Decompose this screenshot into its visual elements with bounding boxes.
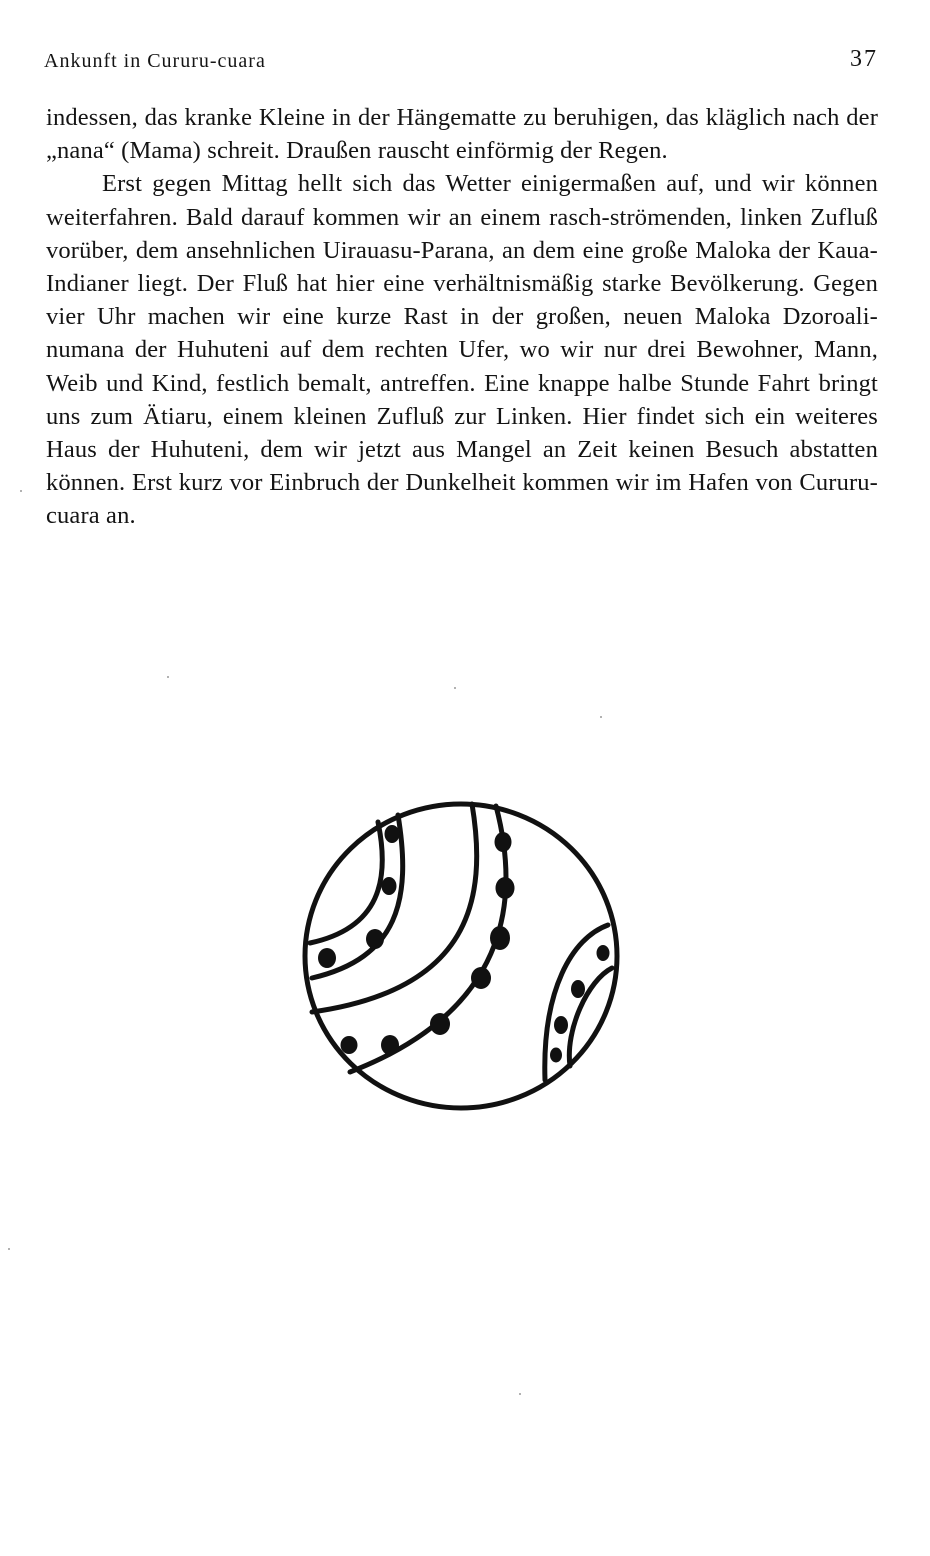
paper-speck: [8, 1248, 10, 1250]
band-dot: [341, 1036, 358, 1054]
paper-speck: [167, 676, 169, 678]
circular-dotted-band-ornament-icon: [300, 796, 624, 1116]
paper-speck: [454, 687, 456, 689]
lens-dot: [554, 1016, 568, 1034]
paper-speck: [600, 716, 602, 718]
inner-band-outer-edge: [310, 822, 382, 943]
page-number: 37: [850, 46, 878, 72]
lens-dot: [597, 945, 610, 961]
band-dot: [430, 1013, 450, 1035]
band-dot: [496, 877, 515, 899]
band-dot: [382, 877, 397, 895]
band-dot: [366, 929, 384, 949]
lens-dot: [571, 980, 585, 998]
running-title: Ankunft in Cururu-cuara: [44, 50, 266, 72]
band-dot: [490, 926, 510, 950]
paragraph-2: Erst gegen Mittag hellt sich das Wetter einigermaßen auf, und wir können weiterfahren. Bald darauf kommen wir an einem rasch-strömenden, linken Zufluß vorüber, dem ansehnlichen Uirauasu-Parana, an dem eine große Maloka der Kaua-Indianer liegt. Der Fluß hat hier eine verhältnismäßig starke Bevölkerung. Gegen vier Uhr machen wir eine kurze Rast in der großen, neuen Maloka Dzoroali-numana der Huhuteni auf dem rechten Ufer, wo wir nur drei Bewohner, Mann, Weib und Kind, festlich bemalt, antreffen. Eine knappe halbe Stunde Fahrt bringt uns zum Ätiaru, einem kleinen Zufluß zur Linken. Hier findet sich ein weiteres Haus der Huhuteni, dem wir jetzt aus Mangel an Zeit keinen Besuch abstatten können. Erst kurz vor Einbruch der Dunkelheit kommen wir im Hafen von Cururu-cuara an.: [46, 170, 878, 530]
band-dot: [495, 832, 512, 852]
paper-speck: [519, 1393, 521, 1395]
running-head: [44, 46, 878, 76]
paper-speck: [20, 490, 22, 492]
paragraph-1: indessen, das kranke Kleine in der Hängematte zu beruhigen, das kläglich nach der „nana“ (Mama) schreit. Draußen rauscht einförmig der Regen.: [46, 104, 878, 165]
band-dot: [471, 967, 491, 989]
band-dot: [385, 825, 400, 843]
band-dot: [381, 1035, 399, 1055]
ornament-figure: [300, 796, 624, 1116]
band-dot: [318, 948, 336, 968]
lens-dot: [550, 1048, 562, 1063]
body-text: [46, 101, 878, 533]
